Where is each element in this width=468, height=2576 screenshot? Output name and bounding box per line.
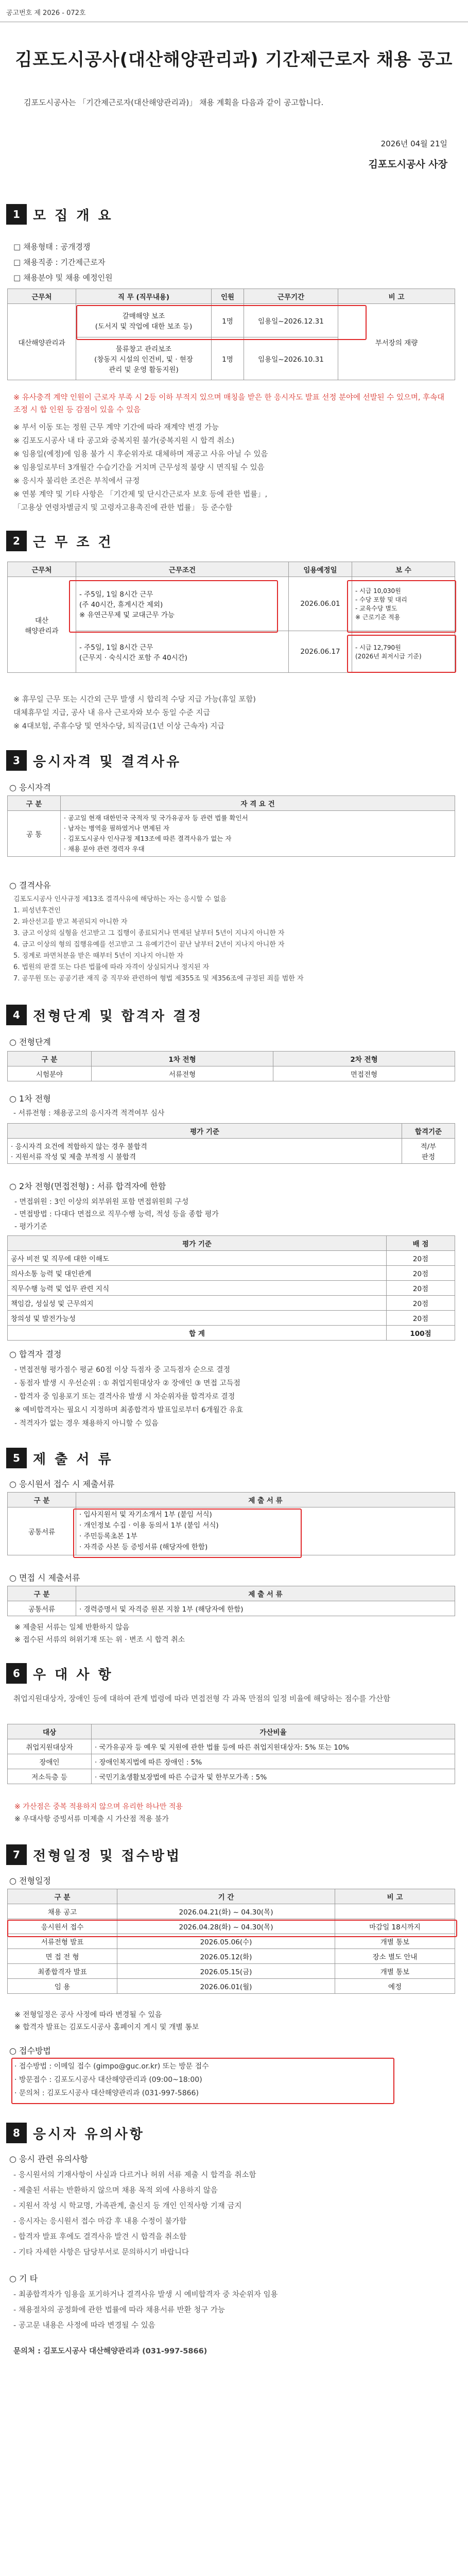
defect-item: 6. 법원의 판결 또는 다른 법률에 따라 자격이 상실되거나 정지된 자 xyxy=(13,963,210,971)
table-header: 근무처 xyxy=(8,289,76,304)
table-cell: 2026.04.21(화) ~ 04.30(목) xyxy=(117,1904,335,1919)
table-row xyxy=(8,1979,455,1994)
schedule-table xyxy=(7,1889,455,1994)
table-cell: 응시원서 접수 xyxy=(8,1919,117,1934)
table-header: 보 수 xyxy=(352,562,455,577)
table-row xyxy=(8,1739,455,1754)
table-cell: 책임감, 성실성 및 근무의지 xyxy=(8,1296,387,1311)
table-row xyxy=(8,1281,455,1296)
table-cell: 합 계 xyxy=(8,1326,387,1341)
table-cell: 100점 xyxy=(387,1326,455,1341)
stage-table xyxy=(7,1051,455,1081)
caution-item: - 응시자는 응시원서 접수 마감 후 내용 수정이 불가함 xyxy=(13,2217,187,2226)
announcement-date: 2026년 04월 21일 xyxy=(380,139,447,148)
table-cell: 2026.06.01 xyxy=(289,577,352,631)
table-cell: 임용일~2026.10.31 xyxy=(244,337,338,380)
note: ※ 임용일(예정)에 임용 불가 시 후순위자로 대체하며 재공고 사유 아닐 수 있음 xyxy=(13,450,268,459)
table-cell: 직무수행 능력 및 업무 관련 지식 xyxy=(8,1281,387,1296)
table-cell: 서류전형 발표 xyxy=(8,1934,117,1949)
table-cell: 공통서류 xyxy=(8,1601,76,1616)
note: ※ 제출된 서류는 일체 반환하지 않음 xyxy=(14,1623,130,1632)
section-7-header xyxy=(6,1844,181,1865)
section-title: 근 무 조 건 xyxy=(33,534,113,550)
defect-item: 2. 파산선고를 받고 복권되지 아니한 자 xyxy=(13,918,128,926)
pass-item: - 면접전형 평가점수 평균 60점 이상 득점자 중 고득점자 순으로 결정 xyxy=(14,1366,230,1374)
table-cell: · 공고일 현재 대한민국 국적자 및 국가유공자 등 관련 법률 확인서 · 남자는 병역을 필하였거나 면제된 자 · 김포도시공사 인사규정 제13조에 따른 결격사유가 없는 자 · 채용 분야 관련 경력자 우대 xyxy=(61,811,455,857)
subhead: ○ 기 타 xyxy=(9,2274,38,2283)
section-title: 모 집 개 요 xyxy=(33,208,113,224)
score-table xyxy=(7,1235,455,1341)
table-cell: - 주5일, 1일 8시간 근무 (주 40시간, 휴게시간 제외) ※ 유연근무제 및 교대근무 가능 xyxy=(76,577,289,631)
table-header: 구 분 xyxy=(8,1493,76,1507)
table-cell: 공통서류 xyxy=(8,1507,76,1555)
section-number: 3 xyxy=(6,750,27,771)
table-cell: 2026.05.06(수) xyxy=(117,1934,335,1949)
note: 「고용상 연령차별금지 및 고령자고용촉진에 관한 법률」 등 준수함 xyxy=(13,504,233,512)
table-cell: 예정 xyxy=(335,1979,455,1994)
table-row xyxy=(8,1139,455,1164)
caution-item: - 기타 자세한 사항은 담당부서로 문의하시기 바랍니다 xyxy=(13,2248,189,2257)
table-header: 합격기준 xyxy=(402,1124,455,1139)
pass-item: - 합격자 중 임용포기 또는 결격사유 발생 시 차순위자를 합격자로 결정 xyxy=(14,1393,235,1401)
table-header: 평가 기준 xyxy=(8,1236,387,1251)
table-row xyxy=(8,1934,455,1949)
qualification-table xyxy=(7,795,455,857)
etc-item: - 공고문 내용은 사정에 따라 변경될 수 있음 xyxy=(13,2321,155,2330)
table-cell: 대산해양관리과 xyxy=(8,304,76,380)
table-row xyxy=(8,1904,455,1919)
intro-text: 김포도시공사는 「기간제근로자(대산해양관리과)」 채용 계획을 다음과 같이 공고합니다. xyxy=(24,98,324,107)
table-cell: 적/부 판정 xyxy=(402,1139,455,1164)
subhead: ○ 면접 시 제출서류 xyxy=(9,1573,80,1583)
table-header: 비 고 xyxy=(335,1889,455,1904)
table-row xyxy=(8,1296,455,1311)
note-red: ※ 유사충격 계약 인원이 근로자 부족 시 2등 이하 부적지 있으며 매칭을 받은 한 응시자도 발표 선정 분야에 선발된 수 있으며, 후속대조정 시 합 인원 등 감점이 있을 수 있음 xyxy=(13,394,445,414)
note: ※ 응시자 불리한 조건은 부칙에서 규정 xyxy=(13,477,140,485)
note: ※ 4대보험, 주휴수당 및 연차수당, 퇴직금(1년 이상 근속자) 지급 xyxy=(13,722,225,731)
table-row xyxy=(8,811,455,857)
table-header: 근무조건 xyxy=(76,562,289,577)
section-number: 2 xyxy=(6,531,27,551)
table-cell: 20점 xyxy=(387,1251,455,1266)
note: ※ 우대사항 증빙서류 미제출 시 가산점 적용 불가 xyxy=(14,1815,169,1823)
table-cell: 20점 xyxy=(387,1266,455,1281)
note: ※ 합격자 발표는 김포도시공사 홈페이지 게시 및 개별 통보 xyxy=(14,2023,199,2031)
note: 대체휴무일 지급, 공사 내 유사 근로자와 보수 동일 수준 지급 xyxy=(13,709,211,717)
table-header: 인원 xyxy=(212,289,244,304)
table-row xyxy=(8,1326,455,1341)
table-cell: · 경력증명서 및 자격증 원본 지참 1부 (해당자에 한함) xyxy=(76,1601,455,1616)
subhead: ○ 응시자격 xyxy=(9,783,51,792)
caution-item: - 제출된 서류는 반환하지 않으며 채용 목적 외에 사용하지 않음 xyxy=(13,2187,218,2195)
preference-intro: 취업지원대상자, 장애인 등에 대하여 관계 법령에 따라 면접전형 각 과목 만점의 일정 비율에 해당하는 점수를 가산함 xyxy=(13,1695,391,1703)
table-cell: 최종합격자 발표 xyxy=(8,1964,117,1979)
table-row xyxy=(8,1601,455,1616)
table-cell xyxy=(335,1904,455,1919)
note: ※ 전형일정은 공사 사정에 따라 변경될 수 있음 xyxy=(14,2011,162,2019)
note: ※ 연봉 계약 및 기타 사항은 「기간제 및 단시간근로자 보호 등에 관한 법률」, xyxy=(13,490,268,499)
preference-table xyxy=(7,1724,455,1784)
section-title: 응시자 유의사항 xyxy=(33,2126,145,2142)
table-cell: 마감일 18시까지 xyxy=(335,1919,455,1934)
recruit-job: □ 채용직종 : 기간제근로자 xyxy=(13,258,106,267)
table-cell: 대산 해양관리과 xyxy=(8,577,76,673)
table-header: 가산비율 xyxy=(92,1724,455,1739)
subhead: ○ 합격자 결정 xyxy=(9,1349,62,1359)
table-cell: - 주5일, 1일 8시간 근무 (근무지 · 숙식시간 포함 주 40시간) xyxy=(76,631,289,673)
table-header: 구 분 xyxy=(8,796,61,811)
table-cell: 의사소통 능력 및 대인관계 xyxy=(8,1266,387,1281)
table-row xyxy=(8,1507,455,1555)
table-cell: 2026.04.28(화) ~ 04.30(목) xyxy=(117,1919,335,1934)
table-cell: 2026.05.12(화) xyxy=(117,1949,335,1964)
contact-info: 문의처 : 김포도시공사 대산해양관리과 (031-997-5866) xyxy=(13,2347,207,2355)
recruit-type: □ 채용형태 : 공개경쟁 xyxy=(13,242,91,251)
section-number: 1 xyxy=(6,204,27,225)
table-cell: 장애인 xyxy=(8,1754,92,1769)
table-row xyxy=(8,1251,455,1266)
caution-item: - 합격자 발표 후에도 결격사유 발견 시 합격을 취소함 xyxy=(13,2233,187,2241)
table-row xyxy=(8,1311,455,1326)
table-cell: 임 용 xyxy=(8,1979,117,1994)
table-row xyxy=(8,1266,455,1281)
table-cell: · 국민기초생활보장법에 따른 수급자 및 한부모가족 : 5% xyxy=(92,1769,455,1784)
subhead: ○ 전형일정 xyxy=(9,1876,51,1886)
section-title: 제 출 서 류 xyxy=(33,1451,113,1467)
subhead: ○ 전형단계 xyxy=(9,1037,51,1047)
defect-item: 1. 피성년후견인 xyxy=(13,907,61,914)
table-header: 제 출 서 류 xyxy=(76,1586,455,1601)
table-row xyxy=(8,1964,455,1979)
table-cell: 창의성 및 발전가능성 xyxy=(8,1311,387,1326)
note: ※ 휴무일 근무 또는 시간외 근무 발생 시 합리적 수당 지급 가능(휴일 포함) xyxy=(13,696,256,704)
interview-submit-table xyxy=(7,1586,455,1616)
page-title: 김포도시공사(대산해양관리과) 기간제근로자 채용 공고 xyxy=(15,49,453,70)
table-header: 임용예정일 xyxy=(289,562,352,577)
caution-item: - 지원서 작성 시 학교명, 가족관계, 출신지 등 개인 인적사항 기재 금지 xyxy=(13,2202,242,2210)
table-cell: 20점 xyxy=(387,1281,455,1296)
table-cell: · 응시자격 요건에 적합하지 않는 경우 불합격 · 지원서류 작성 및 제출 부적정 시 불합격 xyxy=(8,1139,402,1164)
table-header: 배 점 xyxy=(387,1236,455,1251)
interview-item: - 면접위원 : 3인 이상의 외부위원 포함 면접위원회 구성 xyxy=(14,1198,189,1206)
table-cell: 개별 통보 xyxy=(335,1964,455,1979)
subhead: ○ 접수방법 xyxy=(9,2046,51,2056)
table-cell: 장소 별도 안내 xyxy=(335,1949,455,1964)
section-title: 전형일정 및 접수방법 xyxy=(33,1848,182,1864)
table-header: 평가 기준 xyxy=(8,1124,402,1139)
section-3-header xyxy=(6,750,181,771)
subhead: ○ 응시 관련 유의사항 xyxy=(9,2154,88,2164)
table-cell: 면접전형 xyxy=(273,1066,455,1081)
etc-item: - 채용절차의 공정화에 관한 법률에 따라 채용서류 반환 청구 가능 xyxy=(13,2306,225,2314)
section-8-header xyxy=(6,2123,145,2143)
recruit-field: □ 채용분야 및 채용 예정인원 xyxy=(13,273,113,282)
work-table xyxy=(7,562,455,673)
table-row xyxy=(8,1919,455,1934)
doc-text: - 서류전형 : 채용공고의 응시자격 적격여부 심사 xyxy=(13,1109,165,1117)
table-cell: 임용일~2026.12.31 xyxy=(244,304,338,337)
section-2-header xyxy=(6,531,113,551)
table-cell: 2026.05.15(금) xyxy=(117,1964,335,1979)
defect-item: 김포도시공사 인사규정 제13조 결격사유에 해당하는 자는 응시할 수 없음 xyxy=(13,895,227,903)
table-header: 구 분 xyxy=(8,1052,92,1066)
table-cell: 2026.06.17 xyxy=(289,631,352,673)
table-header: 구 분 xyxy=(8,1586,76,1601)
pass-item: ※ 예비합격자는 필요시 지정하며 최종합격자 발표일로부터 6개월간 유효 xyxy=(14,1406,243,1414)
defect-item: 4. 금고 이상의 형의 집행유예를 선고받고 그 유예기간이 끝난 날부터 2년이 지나지 아니한 자 xyxy=(13,941,285,948)
table-row xyxy=(8,1066,455,1081)
note: ※ 부서 이동 또는 정원 근무 계약 기간에 따라 재계약 변경 가능 xyxy=(13,423,219,432)
section-title: 응시자격 및 결격사유 xyxy=(33,754,182,770)
section-number: 5 xyxy=(6,1448,27,1468)
table-header: 근무기간 xyxy=(244,289,338,304)
section-1-header xyxy=(6,204,113,225)
table-header: 자 격 요 건 xyxy=(61,796,455,811)
method-item: · 방문접수 : 김포도시공사 대산해양관리과 (09:00~18:00) xyxy=(14,2076,202,2084)
doc-eval-table xyxy=(7,1123,455,1164)
section-title: 전형단계 및 합격자 결정 xyxy=(33,1008,203,1024)
submit-table xyxy=(7,1492,455,1555)
table-cell: 공사 비전 및 직무에 대한 이해도 xyxy=(8,1251,387,1266)
table-cell: 서류전형 xyxy=(92,1066,273,1081)
note-red: ※ 가산점은 중복 적용하지 않으며 유리한 하나만 적용 xyxy=(14,1803,183,1811)
table-header: 구 분 xyxy=(8,1889,117,1904)
note: ※ 김포도시공사 내 타 공고와 중복지원 불가(중복지원 시 합격 취소) xyxy=(13,437,235,445)
pass-item: - 적격자가 없는 경우 채용하지 아니할 수 있음 xyxy=(14,1419,159,1428)
table-row xyxy=(8,577,455,631)
section-number: 6 xyxy=(6,1663,27,1684)
table-cell: 20점 xyxy=(387,1296,455,1311)
defect-item: 5. 징계로 파면처분을 받은 때부터 5년이 지나지 아니한 자 xyxy=(13,952,184,960)
subhead: ○ 1차 전형 xyxy=(9,1094,51,1104)
table-row xyxy=(8,1754,455,1769)
table-header: 직 무 (직무내용) xyxy=(76,289,212,304)
etc-item: - 최종합격자가 임용을 포기하거나 결격사유 발생 시 예비합격자 중 차순위자 임용 xyxy=(13,2291,278,2299)
table-cell: 2026.06.01(월) xyxy=(117,1979,335,1994)
table-cell: · 장애인복지법에 따른 장애인 : 5% xyxy=(92,1754,455,1769)
table-cell: · 국가유공자 등 예우 및 지원에 관한 법률 등에 따른 취업지원대상자: 5% 또는 10% xyxy=(92,1739,455,1754)
table-header: 비 고 xyxy=(338,289,455,304)
section-5-header xyxy=(6,1448,113,1468)
table-cell: 물류창고 관리보조 (창동지 시설의 인건비, 및 · 현장 관리 및 운영 활동지원) xyxy=(76,337,212,380)
section-number: 8 xyxy=(6,2123,27,2143)
interview-item: - 면접방법 : 다대다 면접으로 직무수행 능력, 적성 등을 종합 평가 xyxy=(14,1210,219,1218)
recruit-table xyxy=(7,289,455,380)
subhead: ○ 결격사유 xyxy=(9,880,51,890)
table-cell: 개별 통보 xyxy=(335,1934,455,1949)
table-header: 2차 전형 xyxy=(273,1052,455,1066)
table-cell: - 시급 12,790원 (2026년 최저시급 기준) xyxy=(352,631,455,673)
section-6-header xyxy=(6,1663,113,1684)
table-cell: 공 통 xyxy=(8,811,61,857)
table-cell: 면 접 전 형 xyxy=(8,1949,117,1964)
section-number: 4 xyxy=(6,1005,27,1025)
table-cell: 채용 공고 xyxy=(8,1904,117,1919)
table-header: 기 간 xyxy=(117,1889,335,1904)
table-row xyxy=(8,304,455,337)
table-row xyxy=(8,1949,455,1964)
table-header: 대상 xyxy=(8,1724,92,1739)
subhead: ○ 2차 전형(면접전형) : 서류 합격자에 한함 xyxy=(9,1181,166,1191)
table-header: 근무처 xyxy=(8,562,76,577)
table-cell: 1명 xyxy=(212,304,244,337)
table-cell: · 입사지원서 및 자기소개서 1부 (붙임 서식) · 개인정보 수집 · 이용 동의서 1부 (붙임 서식) · 주민등록초본 1부 · 자격증 사본 등 증빙서류 (해당자에 한함) xyxy=(76,1507,455,1555)
table-cell: 20점 xyxy=(387,1311,455,1326)
caution-item: - 응시원서의 기재사항이 사실과 다르거나 허위 서류 제출 시 합격을 취소함 xyxy=(13,2171,256,2179)
defect-item: 3. 금고 이상의 실형을 선고받고 그 집행이 종료되거나 면제된 날부터 5년이 지나지 아니한 자 xyxy=(13,929,285,937)
table-cell: - 시급 10,030원 - 수당 포함 및 대리 - 교육수당 별도 ※ 근로기준 적용 xyxy=(352,577,455,631)
table-header: 제 출 서 류 xyxy=(76,1493,455,1507)
table-header: 1차 전형 xyxy=(92,1052,273,1066)
table-row xyxy=(8,1769,455,1784)
notice-number: 공고번호 제 2026 - 072호 xyxy=(6,9,86,17)
defect-item: 7. 공무원 또는 공공기관 재직 중 직무와 관련하여 형법 제355조 및 제356조에 규정된 죄를 범한 자 xyxy=(13,975,304,982)
table-cell: 1명 xyxy=(212,337,244,380)
table-cell: 시험분야 xyxy=(8,1066,92,1081)
note: ※ 접수된 서류의 허위기재 또는 위 · 변조 시 합격 취소 xyxy=(14,1636,185,1644)
table-cell: 저소득층 등 xyxy=(8,1769,92,1784)
table-cell: 취업지원대상자 xyxy=(8,1739,92,1754)
pass-item: - 동점자 발생 시 우선순위 : ① 취업지원대상자 ② 장애인 ③ 면접 고득점 xyxy=(14,1379,240,1387)
table-cell: 부서장의 재량 xyxy=(338,304,455,380)
subhead: ○ 응시원서 접수 시 제출서류 xyxy=(9,1479,115,1489)
table-cell: 갈매해양 보조 (도서지 및 작업에 대한 보조 등) xyxy=(76,304,212,337)
interview-item: - 평가기준 xyxy=(14,1223,47,1231)
section-title: 우 대 사 항 xyxy=(33,1667,113,1683)
method-item: · 접수방법 : 이메일 접수 (gimpo@guc.or.kr) 또는 방문 접수 xyxy=(14,2062,209,2071)
method-item: · 문의처 : 김포도시공사 대산해양관리과 (031-997-5866) xyxy=(14,2089,199,2097)
section-4-header xyxy=(6,1005,203,1025)
section-number: 7 xyxy=(6,1844,27,1865)
note: ※ 임용일로부터 3개월간 수습기간을 거치며 근무성적 불량 시 면직될 수 있음 xyxy=(13,464,265,472)
signer: 김포도시공사 사장 xyxy=(368,159,447,170)
